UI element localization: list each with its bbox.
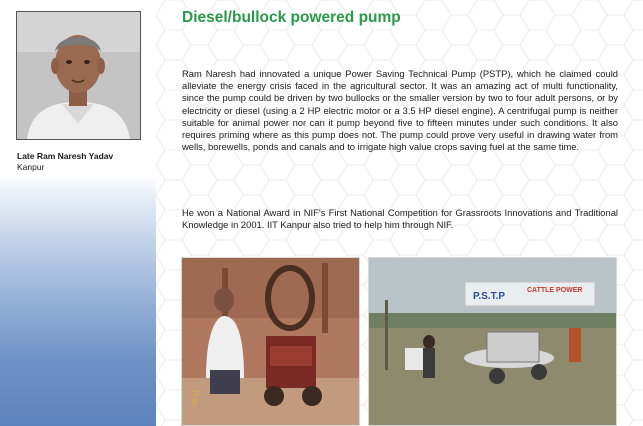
pump-photo-with-innovator bbox=[181, 257, 360, 426]
banner-left-text: P.S.T.P bbox=[473, 291, 506, 302]
article-title: Diesel/bullock powered pump bbox=[182, 9, 401, 26]
pump-exhibition-photo bbox=[368, 257, 617, 426]
article-paragraph-1: Ram Naresh had innovated a unique Power Saving Technical Pump (PSTP), which he claimed could alleviate the energy crisis faced in the agricultural sector. It was an amazing act of multi functionality, since the pump could be driven by two bullocks or the smaller version by two to four adult persons, or by electricity or diesel (using a 2 HP electric motor or a 3.5 HP diesel engine). A centrifugal pump is neither suitable for animal power nor can it pump beyond five to fifteen minutes under such conditions. It also requires priming where as this pump does not. The pump could prove very useful in drawing water from wells, borewells, ponds and canals and to irrigate high value crops saving fuel at the same time. bbox=[182, 68, 618, 153]
person-name: Late Ram Naresh Yadav bbox=[17, 151, 114, 161]
banner-right-text: CATTLE POWER bbox=[527, 287, 583, 294]
person-location: Kanpur bbox=[17, 162, 45, 172]
article-paragraph-2: He won a National Award in NIF's First National Competition for Grassroots Innovations and Traditional Knowledge in 2001. IIT Kanpur also tried to help him through NIF. bbox=[182, 207, 618, 231]
portrait-photo bbox=[16, 11, 141, 140]
photo-date-stamp: '08 11 bbox=[191, 389, 202, 409]
